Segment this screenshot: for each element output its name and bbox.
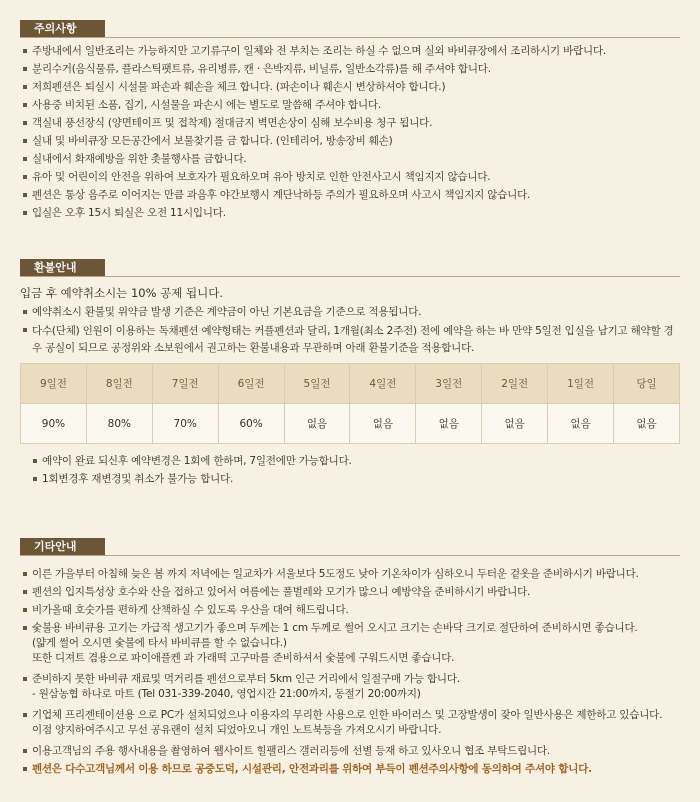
list-item-sub: 이점 양지하여주시고 무선 공유랜이 설치 되었아오니 개인 노트북등을 가져오시기 바랍니다. bbox=[32, 724, 442, 736]
list-item-sub: 또한 디져트 겸용으로 파이애플켄 과 가래떡 고구마를 준비하셔서 숯불에 구워드시면 좋습니다. bbox=[32, 652, 455, 664]
refund-table-header-cell: 3일전 bbox=[416, 364, 482, 404]
refund-table-value-cell: 없음 bbox=[284, 404, 350, 444]
list-item: 저희펜션은 퇴실시 시설물 파손과 훼손을 체크 합니다. (파손이나 훼손시 변상하셔야 합니다.) bbox=[20, 80, 680, 95]
list-item: 실내에서 화재예방을 위한 촛불행사를 금합니다. bbox=[20, 152, 680, 167]
list-item: 이용고객님의 주용 행사내용을 촬영하여 웹사이트 힐팰리스 갤러리등에 선별 등재 하고 있사오니 협조 부탁드립니다. bbox=[20, 744, 680, 759]
list-item-sub: - 원삼농협 하나로 마트 (Tel 031-339-2040, 영업시간 21:00까지, 동절기 20:00까지) bbox=[32, 688, 421, 700]
list-item: 준비하지 못한 바비큐 재료및 먹거리를 펜션으로부터 5km 인근 거리에서 일절구매 가능 합니다. bbox=[20, 672, 680, 687]
refund-table bbox=[20, 363, 680, 444]
list-item: 주방내에서 일반조리는 가능하지만 고기류구이 일체와 전 부치는 조리는 하실 수 없으며 실외 바비큐장에서 조리하시기 바랍니다. bbox=[20, 44, 680, 59]
list-item-sub: (얇게 썰어 오시면 숯불에 타서 바비큐를 할 수 없습니다.) bbox=[32, 637, 287, 649]
list-item: 객실내 풍선장식 (양면테이프 및 접착제) 절대금지 벽면손상이 심해 보수비용 청구 됩니다. bbox=[20, 116, 680, 131]
refund-table-header-cell: 8일전 bbox=[86, 364, 152, 404]
list-item-highlight: 펜션은 다수고객님께서 이용 하므로 공중도덕, 시설관리, 안전과리를 위하여 부득이 펜션주의사항에 동의하여 주셔야 합니다. bbox=[20, 762, 680, 777]
refund-table-value-cell: 없음 bbox=[614, 404, 680, 444]
list-item: 비가올때 호숫가를 편하게 산책하실 수 있도록 우산을 대여 해드립니다. bbox=[20, 603, 680, 618]
refund-table-header-cell: 당일 bbox=[614, 364, 680, 404]
list-item: 분리수거(음식물류, 플라스틱팻트류, 유리병류, 캔 · 은박지류, 비닐류, 일반소각류)를 해 주셔야 합니다. bbox=[20, 62, 680, 77]
refund-table-value-cell: 없음 bbox=[482, 404, 548, 444]
other-section bbox=[20, 538, 680, 780]
list-item: 사용중 비치된 소품, 집기, 시설물을 파손시 에는 별도로 말씀해 주셔야 합니다. bbox=[20, 98, 680, 113]
list-item: 기업체 프리젠테이션용 으로 PC가 설치되었으나 이용자의 무리한 사용으로 인한 바이러스 및 고장발생이 잦아 일반사용은 제한하고 있습니다. bbox=[20, 708, 680, 723]
refund-table-header-row bbox=[21, 364, 680, 404]
list-item: 유아 및 어린이의 안전을 위하여 보호자가 필요하오며 유아 방치로 인한 안전사고시 책임지지 않습니다. bbox=[20, 170, 680, 185]
refund-header bbox=[20, 259, 680, 277]
refund-lead: 입금 후 예약취소시는 10% 공제 됩니다. bbox=[20, 286, 224, 300]
list-item: 실내 및 바비큐장 모든공간에서 보물찾기를 금 합니다. (인테리어, 방송장비 훼손) bbox=[20, 134, 680, 149]
refund-table-header-cell: 9일전 bbox=[21, 364, 87, 404]
refund-table-header-cell: 2일전 bbox=[482, 364, 548, 404]
refund-table-value-cell: 60% bbox=[218, 404, 284, 444]
other-header bbox=[20, 538, 680, 556]
list-item: 펜션은 통상 음주로 이어지는 만큼 과음후 야간보행시 계단낙하등 주의가 필요하오며 사고시 책임지지 않습니다. bbox=[20, 188, 680, 203]
refund-table-value-cell: 없음 bbox=[548, 404, 614, 444]
refund-section bbox=[20, 259, 680, 490]
list-item: 다수(단체) 인원이 이용하는 독채펜션 예약형태는 커플펜션과 달리, 1개월(최소 2주전) 전에 예약을 하는 바 만약 5일전 입실을 남기고 해약할 경우 공실이 되므로 공정위와 소보원에서 권고하는 환불내용과 무관하며 아래 환불기준을 적용합니다. bbox=[20, 323, 680, 357]
refund-table-header-cell: 4일전 bbox=[350, 364, 416, 404]
refund-table-value-cell: 없음 bbox=[416, 404, 482, 444]
other-title: 기타안내 bbox=[20, 538, 105, 555]
notice-list bbox=[20, 44, 680, 221]
refund-table-value-cell: 90% bbox=[21, 404, 87, 444]
notice-section bbox=[20, 20, 680, 224]
refund-table-value-row bbox=[21, 404, 680, 444]
refund-table-header-cell: 7일전 bbox=[152, 364, 218, 404]
list-item: 이른 가을부터 아침해 늦은 봄 까지 저녁에는 일교차가 서울보다 5도정도 낮아 기온차이가 심하오니 두터운 겉옷을 준비하시기 바랍니다. bbox=[20, 567, 680, 582]
refund-table-value-cell: 없음 bbox=[350, 404, 416, 444]
list-item: 숯불용 바비큐용 고기는 가급적 생고기가 좋으며 두께는 1 cm 두께로 썰어 오시고 크기는 손바닥 크기로 절단하여 준비하시면 좋습니다. bbox=[20, 621, 680, 636]
list-item: 예약취소시 환불및 위약금 발생 기준은 계약금이 아닌 기본요금을 기준으로 적용됩니다. bbox=[20, 305, 680, 320]
refund-table-header-cell: 6일전 bbox=[218, 364, 284, 404]
refund-notes bbox=[20, 454, 680, 487]
list-item: 입실은 오후 15시 퇴실은 오전 11시입니다. bbox=[20, 206, 680, 221]
notice-header bbox=[20, 20, 680, 38]
refund-table-value-cell: 70% bbox=[152, 404, 218, 444]
refund-table-header-cell: 1일전 bbox=[548, 364, 614, 404]
list-item: 1회변경후 재변경및 취소가 불가능 합니다. bbox=[30, 472, 680, 487]
refund-title: 환불안내 bbox=[20, 259, 105, 276]
other-list bbox=[20, 567, 680, 777]
refund-table-header-cell: 5일전 bbox=[284, 364, 350, 404]
list-item: 펜션의 입지특성상 호수와 산을 접하고 있어서 여름에는 풀벌레와 모기가 많으니 예방약을 준비하시기 바랍니다. bbox=[20, 585, 680, 600]
list-item: 예약이 완료 되신후 예약변경은 1회에 한하며, 7일전에만 가능합니다. bbox=[30, 454, 680, 469]
notice-title: 주의사항 bbox=[20, 20, 105, 37]
refund-list bbox=[20, 305, 680, 357]
refund-table-value-cell: 80% bbox=[86, 404, 152, 444]
